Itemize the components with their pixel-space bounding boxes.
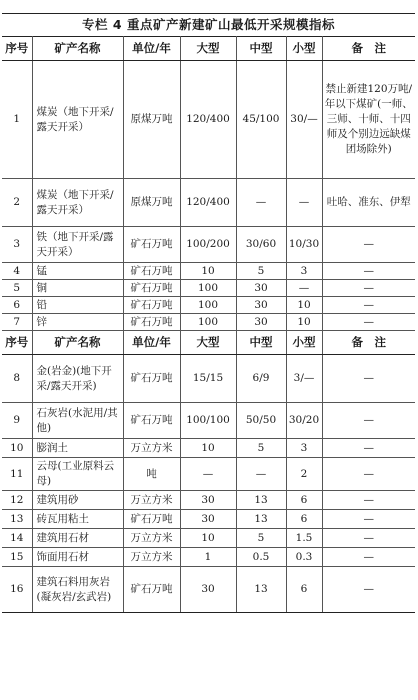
column-header: 序号 (2, 37, 32, 61)
unit: 矿石万吨 (123, 280, 180, 297)
remark: — (322, 510, 415, 529)
table-row (2, 439, 415, 458)
remark: — (322, 314, 415, 331)
table-row (2, 491, 415, 510)
medium-scale: — (236, 458, 286, 491)
remark: — (322, 227, 415, 263)
column-header: 大型 (180, 37, 236, 61)
small-scale: 3/— (286, 355, 322, 403)
row-number: 6 (2, 297, 32, 314)
small-scale: — (286, 179, 322, 227)
mineral-name: 煤炭（地下开采/露天开采） (32, 61, 123, 179)
unit: 吨 (123, 458, 180, 491)
remark: — (322, 263, 415, 280)
small-scale: 10 (286, 314, 322, 331)
large-scale: — (180, 458, 236, 491)
column-header: 中型 (236, 331, 286, 355)
mineral-name: 云母(工业原料云母) (32, 458, 123, 491)
table-row (2, 355, 415, 403)
unit: 矿石万吨 (123, 355, 180, 403)
remark: — (322, 355, 415, 403)
row-number: 12 (2, 491, 32, 510)
small-scale: 0.3 (286, 548, 322, 567)
unit: 矿石万吨 (123, 314, 180, 331)
medium-scale: 5 (236, 439, 286, 458)
large-scale: 100/200 (180, 227, 236, 263)
mineral-name: 锰 (32, 263, 123, 280)
small-scale: 30/— (286, 61, 322, 179)
row-number: 2 (2, 179, 32, 227)
mineral-name: 铅 (32, 297, 123, 314)
medium-scale: 45/100 (236, 61, 286, 179)
small-scale: 1.5 (286, 529, 322, 548)
table-row (2, 529, 415, 548)
unit: 原煤万吨 (123, 61, 180, 179)
row-number: 10 (2, 439, 32, 458)
table-row (2, 314, 415, 331)
large-scale: 1 (180, 548, 236, 567)
mineral-name: 膨润土 (32, 439, 123, 458)
table-row (2, 179, 415, 227)
table-row (2, 403, 415, 439)
medium-scale: 6/9 (236, 355, 286, 403)
medium-scale: 0.5 (236, 548, 286, 567)
large-scale: 15/15 (180, 355, 236, 403)
remark: — (322, 458, 415, 491)
table-row (2, 567, 415, 613)
table-row (2, 61, 415, 179)
column-header: 大型 (180, 331, 236, 355)
remark: — (322, 297, 415, 314)
mineral-name: 建筑用石材 (32, 529, 123, 548)
mineral-name: 饰面用石材 (32, 548, 123, 567)
mineral-name: 铜 (32, 280, 123, 297)
remark: — (322, 403, 415, 439)
row-number: 7 (2, 314, 32, 331)
large-scale: 10 (180, 529, 236, 548)
small-scale: 2 (286, 458, 322, 491)
table-row (2, 458, 415, 491)
small-scale: 6 (286, 567, 322, 613)
large-scale: 10 (180, 263, 236, 280)
row-number: 9 (2, 403, 32, 439)
row-number: 15 (2, 548, 32, 567)
column-header: 单位/年 (123, 331, 180, 355)
unit: 矿石万吨 (123, 567, 180, 613)
row-number: 4 (2, 263, 32, 280)
mining-scale-table (2, 36, 415, 613)
large-scale: 100 (180, 280, 236, 297)
medium-scale: 30 (236, 297, 286, 314)
large-scale: 100/100 (180, 403, 236, 439)
column-header: 中型 (236, 37, 286, 61)
mineral-name: 煤炭（地下开采/露天开采） (32, 179, 123, 227)
mineral-name: 石灰岩(水泥用/其他) (32, 403, 123, 439)
header-row (2, 37, 415, 61)
medium-scale: 30/60 (236, 227, 286, 263)
column-header: 备 注 (322, 331, 415, 355)
table-row (2, 227, 415, 263)
row-number: 3 (2, 227, 32, 263)
unit: 矿石万吨 (123, 510, 180, 529)
unit: 原煤万吨 (123, 179, 180, 227)
small-scale: 30/20 (286, 403, 322, 439)
large-scale: 120/400 (180, 179, 236, 227)
medium-scale: — (236, 179, 286, 227)
medium-scale: 13 (236, 567, 286, 613)
mineral-name: 金(岩金)(地下开采/露天开采) (32, 355, 123, 403)
header-row (2, 331, 415, 355)
column-header: 小型 (286, 37, 322, 61)
remark: — (322, 567, 415, 613)
unit: 万立方米 (123, 548, 180, 567)
unit: 矿石万吨 (123, 403, 180, 439)
table-row (2, 263, 415, 280)
unit: 万立方米 (123, 529, 180, 548)
unit: 矿石万吨 (123, 227, 180, 263)
medium-scale: 30 (236, 280, 286, 297)
table-row (2, 548, 415, 567)
remark: — (322, 491, 415, 510)
small-scale: 6 (286, 510, 322, 529)
document-page (2, 13, 415, 613)
large-scale: 100 (180, 314, 236, 331)
small-scale: 6 (286, 491, 322, 510)
table-title: 专栏 4 重点矿产新建矿山最低开采规模指标 (2, 13, 415, 36)
column-header: 单位/年 (123, 37, 180, 61)
unit: 矿石万吨 (123, 297, 180, 314)
large-scale: 10 (180, 439, 236, 458)
mineral-name: 铁（地下开采/露天开采） (32, 227, 123, 263)
medium-scale: 5 (236, 529, 286, 548)
large-scale: 30 (180, 567, 236, 613)
column-header: 矿产名称 (32, 37, 123, 61)
row-number: 8 (2, 355, 32, 403)
small-scale: 3 (286, 439, 322, 458)
row-number: 13 (2, 510, 32, 529)
small-scale: 10 (286, 297, 322, 314)
remark: — (322, 280, 415, 297)
medium-scale: 30 (236, 314, 286, 331)
mineral-name: 锌 (32, 314, 123, 331)
remark: — (322, 529, 415, 548)
unit: 万立方米 (123, 491, 180, 510)
row-number: 16 (2, 567, 32, 613)
mineral-name: 建筑石料用灰岩(凝灰岩/玄武岩) (32, 567, 123, 613)
large-scale: 30 (180, 510, 236, 529)
row-number: 1 (2, 61, 32, 179)
column-header: 备 注 (322, 37, 415, 61)
medium-scale: 50/50 (236, 403, 286, 439)
remark: 禁止新建120万吨/年以下煤矿(一师、三师、十师、十四师及个别边远缺煤团场除外) (322, 61, 415, 179)
medium-scale: 13 (236, 510, 286, 529)
remark: — (322, 548, 415, 567)
small-scale: — (286, 280, 322, 297)
remark: — (322, 439, 415, 458)
column-header: 矿产名称 (32, 331, 123, 355)
medium-scale: 13 (236, 491, 286, 510)
column-header: 序号 (2, 331, 32, 355)
table-row (2, 280, 415, 297)
medium-scale: 5 (236, 263, 286, 280)
row-number: 5 (2, 280, 32, 297)
mineral-name: 建筑用砂 (32, 491, 123, 510)
large-scale: 100 (180, 297, 236, 314)
large-scale: 120/400 (180, 61, 236, 179)
unit: 万立方米 (123, 439, 180, 458)
table-row (2, 510, 415, 529)
row-number: 14 (2, 529, 32, 548)
table-row (2, 297, 415, 314)
large-scale: 30 (180, 491, 236, 510)
small-scale: 10/30 (286, 227, 322, 263)
mineral-name: 砖瓦用粘土 (32, 510, 123, 529)
small-scale: 3 (286, 263, 322, 280)
row-number: 11 (2, 458, 32, 491)
remark: 吐哈、准东、伊犁 (322, 179, 415, 227)
column-header: 小型 (286, 331, 322, 355)
unit: 矿石万吨 (123, 263, 180, 280)
